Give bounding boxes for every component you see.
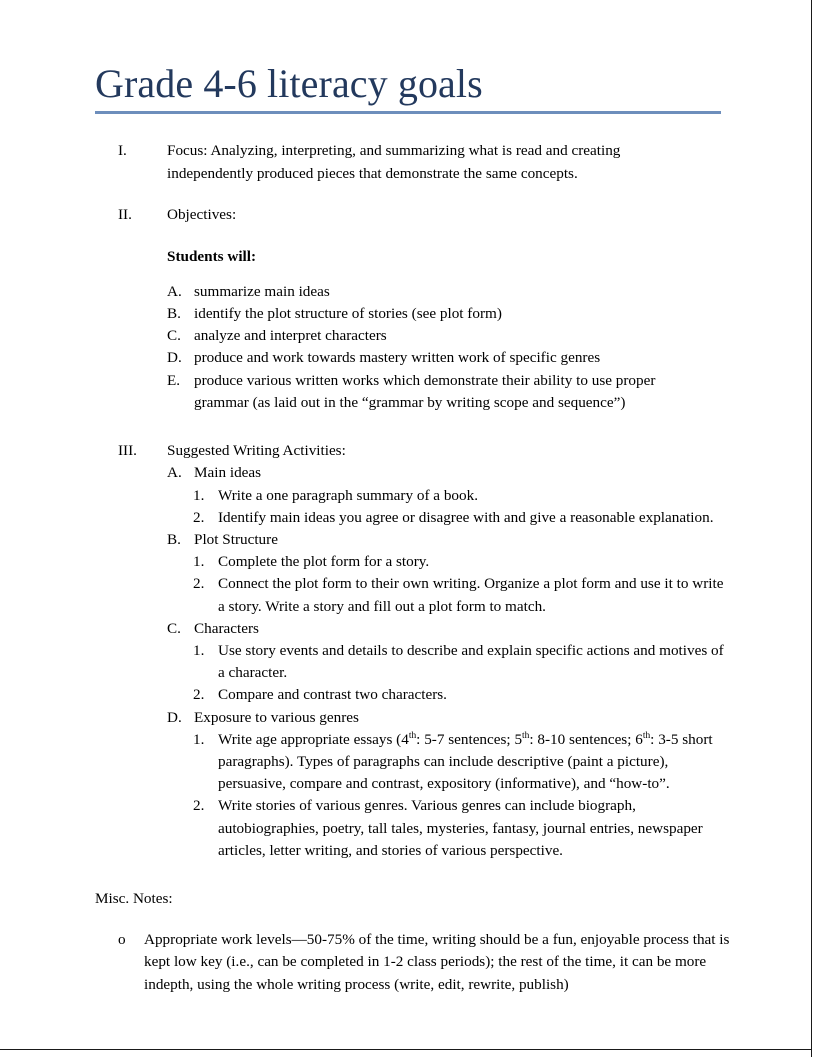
list-marker: E.: [167, 371, 181, 389]
section-text: Focus: Analyzing, interpreting, and summarizing what is read and creating independently produced pieces that demonstrate the same concepts.: [167, 142, 621, 182]
misc-notes-item: [118, 929, 746, 996]
list-text: produce various written works which demonstrate their ability to use proper grammar (as laid out in the “grammar by writing scope and sequence”): [194, 371, 656, 411]
list-text: Exposure to various genres: [194, 708, 359, 726]
activity-item: [193, 640, 730, 684]
essay-text-part-4: : 3-5 short paragraphs). Types of paragraphs can include descriptive (paint a picture), persuasive, compare and contrast, expository (informative), and “how-to”.: [218, 730, 713, 793]
list-marker: D.: [167, 349, 182, 367]
page-title: Grade 4-6 literacy goals: [95, 61, 483, 106]
ordinal-suffix-grade4: th: [408, 730, 417, 741]
list-text: analyze and interpret characters: [194, 327, 387, 345]
objective-item-b: [167, 303, 714, 325]
bullet-marker: o: [118, 931, 126, 949]
activity-group-genres: [167, 707, 714, 729]
section-item-objectives: [118, 204, 707, 227]
activity-item-essays: [193, 729, 730, 796]
list-marker: C.: [167, 619, 181, 637]
list-text: Identify main ideas you agree or disagree with and give a reasonable explanation.: [218, 508, 714, 526]
section-marker: I.: [118, 142, 127, 160]
list-text: Complete the plot form for a story.: [218, 553, 430, 571]
ordinal-suffix-grade6: th: [642, 730, 651, 741]
activity-group-characters: [167, 618, 714, 640]
list-text: Use story events and details to describe and explain specific actions and motives of a character.: [218, 642, 724, 682]
list-text: identify the plot structure of stories (see plot form): [194, 304, 502, 322]
objective-item-c: [167, 325, 714, 347]
list-marker: B.: [167, 304, 181, 322]
list-text: Characters: [194, 619, 259, 637]
list-marker: A.: [167, 464, 182, 482]
objective-item-d: [167, 347, 714, 369]
misc-notes-heading: Misc. Notes:: [95, 890, 173, 908]
activity-group-plot-structure: [167, 529, 714, 551]
section-item-focus: [118, 140, 707, 185]
activity-group-main-ideas: [167, 462, 714, 484]
list-text: summarize main ideas: [194, 282, 330, 300]
section-marker: II.: [118, 206, 132, 224]
activity-item: [193, 485, 730, 507]
list-marker: D.: [167, 708, 182, 726]
list-text: Plot Structure: [194, 531, 278, 549]
essay-text-part-3: : 8-10 sentences; 6: [529, 730, 643, 748]
section-item-activities: [118, 440, 707, 463]
list-marker: 1.: [193, 642, 205, 660]
activity-item: [193, 573, 730, 617]
list-marker: 2.: [193, 575, 205, 593]
list-text: Write stories of various genres. Various genres can include biograph, autobiographies, poetry, tall tales, mysteries, fantasy, journal entries, newspaper articles, letter writing, and stories of various perspective.: [218, 797, 703, 859]
objective-item-a: [167, 281, 714, 303]
objective-item-e: [167, 370, 714, 414]
activity-item: [193, 684, 730, 706]
objectives-subheading: Students will:: [167, 247, 257, 265]
list-marker: B.: [167, 531, 181, 549]
list-text: [218, 731, 713, 792]
list-marker: 1.: [193, 553, 205, 571]
essay-text-part-2: : 5-7 sentences; 5: [416, 730, 523, 748]
list-marker: C.: [167, 327, 181, 345]
section-text: Objectives:: [167, 206, 237, 224]
list-marker: A.: [167, 282, 182, 300]
misc-notes-text: Appropriate work levels—50-75% of the time, writing should be a fun, enjoyable process that is kept low key (i.e., can be completed in 1-2 class periods); the rest of the time, it can be more indepth, using the whole writing process (write, edit, rewrite, publish): [144, 931, 730, 993]
essay-text-part-1: Write age appropriate essays (4: [218, 730, 409, 748]
list-text: Main ideas: [194, 464, 262, 482]
activity-item: [193, 507, 730, 529]
page-border-bottom: [0, 1049, 812, 1050]
list-text: Connect the plot form to their own writing. Organize a plot form and use it to write a story. Write a story and fill out a plot form to match.: [218, 575, 724, 615]
list-text: produce and work towards mastery written work of specific genres: [194, 349, 601, 367]
list-text: Compare and contrast two characters.: [218, 686, 447, 704]
page-border-right: [811, 0, 812, 1057]
section-marker: III.: [118, 441, 137, 459]
activity-item: [193, 551, 730, 573]
activity-item-stories: [193, 795, 730, 862]
list-text: Write a one paragraph summary of a book.: [218, 486, 479, 504]
ordinal-suffix-grade5: th: [522, 730, 530, 741]
list-marker: 2.: [193, 686, 205, 704]
list-marker: 1.: [193, 730, 205, 748]
list-marker: 2.: [193, 797, 205, 815]
list-marker: 2.: [193, 508, 205, 526]
list-marker: 1.: [193, 486, 205, 504]
section-text: Suggested Writing Activities:: [167, 441, 346, 459]
